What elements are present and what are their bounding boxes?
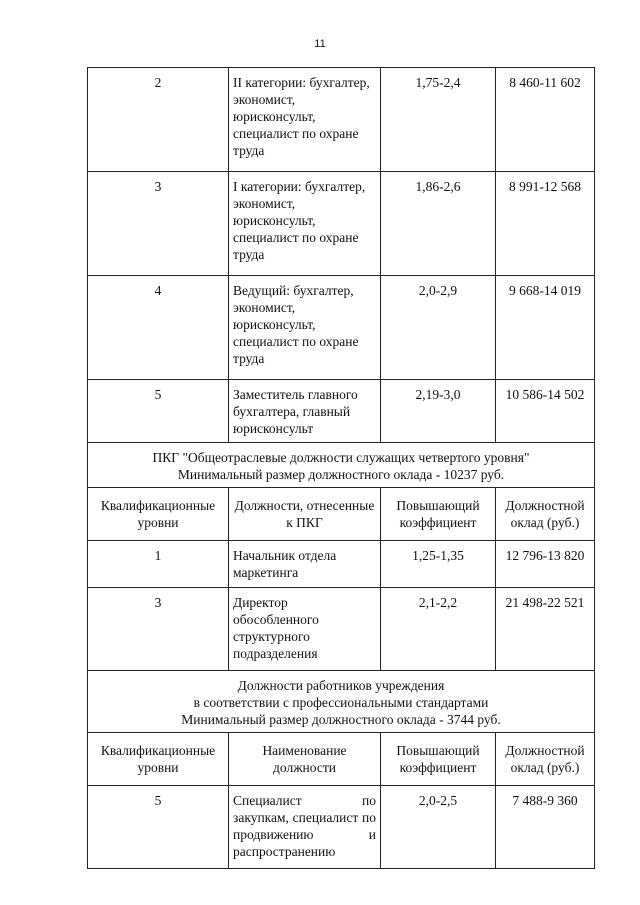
table-header-row	[88, 733, 595, 786]
qualification-level-cell: 3	[88, 588, 229, 671]
section-title: ПКГ "Общеотраслевые должности служащих четвертого уровня"	[152, 450, 530, 465]
minimum-salary-note: Минимальный размер должностного оклада - 3744 руб.	[181, 712, 501, 727]
position-cell: Директор обособленного структурного подразделения	[229, 588, 381, 671]
qualification-level-cell: 1	[88, 541, 229, 588]
page-number: 11	[314, 38, 326, 50]
position-cell: Специалист по закупкам, специалист по продвижению и распространению	[229, 786, 381, 869]
section-heading-cell	[88, 671, 595, 733]
coefficient-cell: 1,86-2,6	[381, 172, 496, 276]
coefficient-cell: 2,0-2,5	[381, 786, 496, 869]
section-heading-cell	[88, 443, 595, 488]
section-heading-row	[88, 671, 595, 733]
column-header-coefficient: Повышающий коэффициент	[381, 733, 496, 786]
position-cell: Заместитель главного бухгалтера, главный юрисконсульт	[229, 380, 381, 443]
column-header-salary: Должностной оклад (руб.)	[496, 488, 595, 541]
table-header-row	[88, 488, 595, 541]
table-row	[88, 588, 595, 671]
minimum-salary-note: Минимальный размер должностного оклада - 10237 руб.	[177, 467, 505, 482]
section-heading-row	[88, 443, 595, 488]
table-row	[88, 172, 595, 276]
qualification-level-cell: 3	[88, 172, 229, 276]
column-header-salary: Должностной оклад (руб.)	[496, 733, 595, 786]
salary-cell: 9 668-14 019	[496, 276, 595, 380]
coefficient-cell: 2,19-3,0	[381, 380, 496, 443]
coefficient-cell: 2,0-2,9	[381, 276, 496, 380]
salary-table	[87, 67, 595, 869]
section-subtitle: в соответствии с профессиональными стандартами	[193, 695, 489, 710]
column-header-qualification: Квалификационные уровни	[88, 733, 229, 786]
position-cell: Начальник отдела маркетинга	[229, 541, 381, 588]
salary-cell: 12 796-13 820	[496, 541, 595, 588]
qualification-level-cell: 2	[88, 68, 229, 172]
coefficient-cell: 1,25-1,35	[381, 541, 496, 588]
salary-cell: 8 991-12 568	[496, 172, 595, 276]
salary-cell: 7 488-9 360	[496, 786, 595, 869]
coefficient-cell: 2,1-2,2	[381, 588, 496, 671]
table-row	[88, 786, 595, 869]
qualification-level-cell: 5	[88, 380, 229, 443]
column-header-coefficient: Повышающий коэффициент	[381, 488, 496, 541]
position-cell: Ведущий: бухгалтер, экономист, юрисконсульт, специалист по охране труда	[229, 276, 381, 380]
salary-cell: 8 460-11 602	[496, 68, 595, 172]
table-row	[88, 276, 595, 380]
section-title: Должности работников учреждения	[237, 678, 445, 693]
column-header-qualification: Квалификационные уровни	[88, 488, 229, 541]
salary-cell: 21 498-22 521	[496, 588, 595, 671]
table-row	[88, 541, 595, 588]
salary-cell: 10 586-14 502	[496, 380, 595, 443]
table-row	[88, 68, 595, 172]
qualification-level-cell: 4	[88, 276, 229, 380]
column-header-position: Должности, отнесенные к ПКГ	[229, 488, 381, 541]
position-cell: I категории: бухгалтер, экономист, юрисконсульт, специалист по охране труда	[229, 172, 381, 276]
column-header-position-name: Наименование должности	[229, 733, 381, 786]
coefficient-cell: 1,75-2,4	[381, 68, 496, 172]
qualification-level-cell: 5	[88, 786, 229, 869]
table-row	[88, 380, 595, 443]
position-cell: II категории: бухгалтер, экономист, юрисконсульт, специалист по охране труда	[229, 68, 381, 172]
